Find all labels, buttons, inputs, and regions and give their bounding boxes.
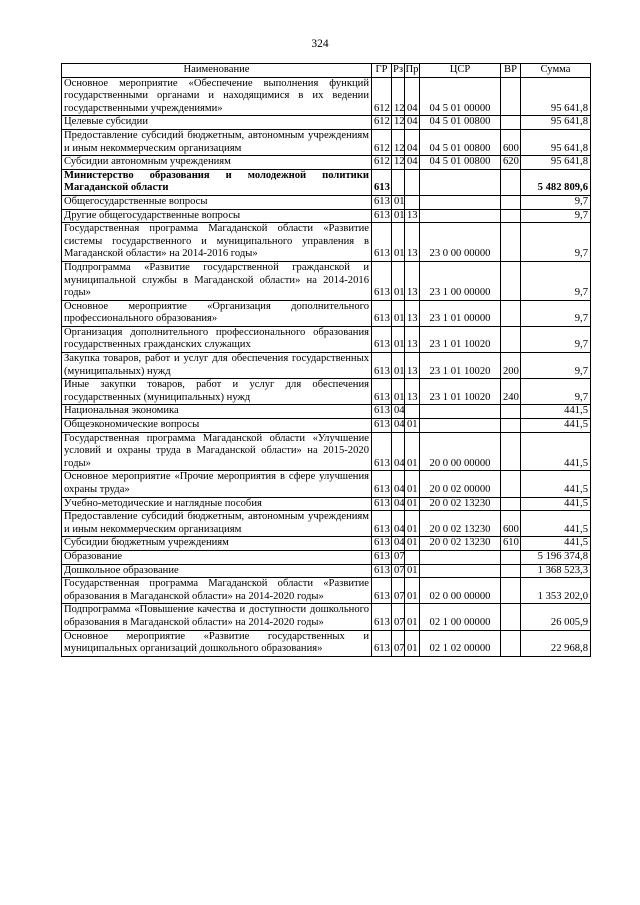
row-gr: 613	[372, 169, 392, 195]
row-gr: 613	[372, 209, 392, 223]
row-rz: 12	[392, 116, 405, 130]
row-rz: 04	[392, 432, 405, 471]
row-name: Образование	[62, 550, 372, 564]
row-pr: 04	[405, 156, 420, 170]
row-name: Основное мероприятие «Прочие мероприятия в сфере улучшения охраны труда»	[62, 471, 372, 497]
row-sum: 5 196 374,8	[521, 550, 591, 564]
row-sum: 9,7	[521, 326, 591, 352]
row-name: Подпрограмма «Повышение качества и доступности дошкольного образования в Магаданской области» на 2014-2020 годы»	[62, 604, 372, 630]
row-pr: 01	[405, 471, 420, 497]
row-gr: 613	[372, 604, 392, 630]
row-sum: 9,7	[521, 261, 591, 300]
row-rz: 04	[392, 405, 405, 419]
row-csr: 20 0 02 00000	[420, 471, 501, 497]
row-pr: 01	[405, 630, 420, 656]
row-vr	[501, 630, 521, 656]
row-csr: 23 1 01 10020	[420, 353, 501, 379]
row-rz: 04	[392, 419, 405, 433]
row-sum: 441,5	[521, 497, 591, 511]
row-vr	[501, 564, 521, 578]
row-csr: 04 5 01 00000	[420, 77, 501, 116]
row-csr: 20 0 02 13230	[420, 537, 501, 551]
row-gr: 613	[372, 379, 392, 405]
row-vr	[501, 169, 521, 195]
row-gr: 613	[372, 578, 392, 604]
row-csr: 23 1 00 00000	[420, 261, 501, 300]
row-csr: 04 5 01 00800	[420, 156, 501, 170]
header-pr: Пр	[405, 64, 420, 78]
table-row	[62, 511, 591, 537]
row-name: Иные закупки товаров, работ и услуг для обеспечения государственных (муниципальных) нужд	[62, 379, 372, 405]
row-rz: 01	[392, 195, 405, 209]
row-name: Государственная программа Магаданской области «Улучшение условий и охраны труда в Магаданской области» на 2015-2020 годы»	[62, 432, 372, 471]
row-gr: 612	[372, 77, 392, 116]
row-vr	[501, 223, 521, 262]
row-sum: 1 368 523,3	[521, 564, 591, 578]
row-sum: 9,7	[521, 353, 591, 379]
row-name: Общегосударственные вопросы	[62, 195, 372, 209]
row-sum: 9,7	[521, 300, 591, 326]
row-name: Субсидии бюджетным учреждениям	[62, 537, 372, 551]
row-vr	[501, 432, 521, 471]
row-csr: 23 0 00 00000	[420, 223, 501, 262]
row-rz	[392, 169, 405, 195]
row-csr	[420, 209, 501, 223]
row-vr	[501, 261, 521, 300]
row-vr	[501, 405, 521, 419]
row-name: Основное мероприятие «Развитие государственных и муниципальных организаций дошкольного образования»	[62, 630, 372, 656]
row-vr	[501, 550, 521, 564]
row-pr: 04	[405, 129, 420, 155]
row-sum: 9,7	[521, 379, 591, 405]
row-gr: 612	[372, 116, 392, 130]
page-number: 324	[311, 38, 329, 50]
row-sum: 22 968,8	[521, 630, 591, 656]
row-name: Другие общегосударственные вопросы	[62, 209, 372, 223]
table-row	[62, 195, 591, 209]
table-row	[62, 537, 591, 551]
row-sum: 441,5	[521, 405, 591, 419]
row-rz: 04	[392, 497, 405, 511]
row-vr	[501, 578, 521, 604]
row-sum: 441,5	[521, 432, 591, 471]
row-gr: 613	[372, 261, 392, 300]
table-row	[62, 630, 591, 656]
row-pr: 04	[405, 116, 420, 130]
row-pr: 13	[405, 326, 420, 352]
row-name: Министерство образования и молодежной политики Магаданской области	[62, 169, 372, 195]
row-gr: 613	[372, 353, 392, 379]
row-gr: 613	[372, 630, 392, 656]
row-rz: 07	[392, 604, 405, 630]
row-name: Государственная программа Магаданской области «Развитие образования в Магаданской области» на 2014-2020 годы»	[62, 578, 372, 604]
row-name: Предоставление субсидий бюджетным, автономным учреждениям и иным некоммерческим организациям	[62, 129, 372, 155]
row-vr: 200	[501, 353, 521, 379]
row-vr: 610	[501, 537, 521, 551]
row-csr	[420, 169, 501, 195]
row-rz: 01	[392, 300, 405, 326]
table-row	[62, 471, 591, 497]
row-gr: 613	[372, 564, 392, 578]
row-sum: 441,5	[521, 419, 591, 433]
table-row	[62, 326, 591, 352]
row-vr	[501, 209, 521, 223]
row-gr: 613	[372, 326, 392, 352]
row-gr: 613	[372, 195, 392, 209]
row-csr: 02 1 00 00000	[420, 604, 501, 630]
row-name: Подпрограмма «Развитие государственной гражданской и муниципальной службы в Магаданской области» на 2014-2016 годы»	[62, 261, 372, 300]
table-row	[62, 261, 591, 300]
row-name: Государственная программа Магаданской области «Развитие системы государственного и муниципального управления в Магаданской области» на 2014-2016 годы»	[62, 223, 372, 262]
row-pr: 13	[405, 223, 420, 262]
row-vr: 620	[501, 156, 521, 170]
row-name: Дошкольное образование	[62, 564, 372, 578]
row-name: Основное мероприятие «Организация дополнительного профессионального образования»	[62, 300, 372, 326]
row-vr	[501, 300, 521, 326]
row-rz: 12	[392, 156, 405, 170]
row-vr	[501, 497, 521, 511]
row-pr: 01	[405, 497, 420, 511]
row-csr: 20 0 00 00000	[420, 432, 501, 471]
row-pr	[405, 195, 420, 209]
row-vr	[501, 326, 521, 352]
row-gr: 613	[372, 432, 392, 471]
row-gr: 613	[372, 471, 392, 497]
row-pr: 01	[405, 604, 420, 630]
header-gr: ГР	[372, 64, 392, 78]
row-vr: 240	[501, 379, 521, 405]
row-sum: 9,7	[521, 223, 591, 262]
row-csr: 23 1 01 10020	[420, 326, 501, 352]
table-row	[62, 604, 591, 630]
row-vr: 600	[501, 511, 521, 537]
table-row	[62, 564, 591, 578]
row-rz: 04	[392, 471, 405, 497]
row-name: Целевые субсидии	[62, 116, 372, 130]
row-rz: 04	[392, 511, 405, 537]
row-csr: 20 0 02 13230	[420, 497, 501, 511]
row-name: Основное мероприятие «Обеспечение выполнения функций государственными органами и находящимися в их ведении государственными учреждениями»	[62, 77, 372, 116]
row-pr: 01	[405, 432, 420, 471]
table-row	[62, 578, 591, 604]
table-row	[62, 300, 591, 326]
row-sum: 441,5	[521, 471, 591, 497]
row-sum: 95 641,8	[521, 116, 591, 130]
table-row	[62, 223, 591, 262]
row-csr: 20 0 02 13230	[420, 511, 501, 537]
row-rz: 01	[392, 353, 405, 379]
header-name: Наименование	[62, 64, 372, 78]
row-csr	[420, 195, 501, 209]
row-csr: 04 5 01 00800	[420, 116, 501, 130]
table-row	[62, 497, 591, 511]
row-sum: 9,7	[521, 209, 591, 223]
row-gr: 613	[372, 550, 392, 564]
table-row	[62, 419, 591, 433]
row-rz: 01	[392, 223, 405, 262]
table-row	[62, 209, 591, 223]
row-vr: 600	[501, 129, 521, 155]
row-sum: 1 353 202,0	[521, 578, 591, 604]
budget-table	[61, 63, 591, 657]
row-rz: 07	[392, 630, 405, 656]
row-vr	[501, 471, 521, 497]
row-pr: 13	[405, 261, 420, 300]
table-row	[62, 353, 591, 379]
header-vr: ВР	[501, 64, 521, 78]
table-row	[62, 77, 591, 116]
row-vr	[501, 604, 521, 630]
row-csr: 04 5 01 00800	[420, 129, 501, 155]
row-vr	[501, 419, 521, 433]
row-gr: 613	[372, 497, 392, 511]
row-vr	[501, 195, 521, 209]
row-name: Организация дополнительного профессионального образования государственных гражданских служащих	[62, 326, 372, 352]
row-pr: 01	[405, 578, 420, 604]
row-gr: 613	[372, 300, 392, 326]
row-sum: 441,5	[521, 511, 591, 537]
row-pr: 01	[405, 419, 420, 433]
row-csr	[420, 405, 501, 419]
table-row	[62, 405, 591, 419]
row-name: Учебно-методические и наглядные пособия	[62, 497, 372, 511]
row-rz: 12	[392, 129, 405, 155]
row-sum: 9,7	[521, 195, 591, 209]
row-pr: 01	[405, 537, 420, 551]
row-name: Национальная экономика	[62, 405, 372, 419]
row-sum: 5 482 809,6	[521, 169, 591, 195]
row-pr	[405, 550, 420, 564]
header-sum: Сумма	[521, 64, 591, 78]
row-csr	[420, 419, 501, 433]
row-pr: 04	[405, 77, 420, 116]
row-gr: 613	[372, 511, 392, 537]
row-rz: 07	[392, 564, 405, 578]
row-rz: 07	[392, 550, 405, 564]
row-rz: 01	[392, 209, 405, 223]
table-row	[62, 169, 591, 195]
table-row	[62, 116, 591, 130]
row-name: Субсидии автономным учреждениям	[62, 156, 372, 170]
row-gr: 612	[372, 156, 392, 170]
row-sum: 95 641,8	[521, 129, 591, 155]
row-gr: 613	[372, 419, 392, 433]
row-vr	[501, 116, 521, 130]
table-header-row	[62, 64, 591, 78]
row-rz: 01	[392, 326, 405, 352]
table-row	[62, 156, 591, 170]
row-name: Предоставление субсидий бюджетным, автономным учреждениям и иным некоммерческим организациям	[62, 511, 372, 537]
row-gr: 613	[372, 537, 392, 551]
row-csr: 23 1 01 10020	[420, 379, 501, 405]
row-gr: 612	[372, 129, 392, 155]
row-pr: 01	[405, 564, 420, 578]
row-csr: 02 0 00 00000	[420, 578, 501, 604]
row-pr: 01	[405, 511, 420, 537]
row-name: Закупка товаров, работ и услуг для обеспечения государственных (муниципальных) нужд	[62, 353, 372, 379]
row-csr: 23 1 01 00000	[420, 300, 501, 326]
row-rz: 12	[392, 77, 405, 116]
table-row	[62, 129, 591, 155]
row-pr	[405, 169, 420, 195]
row-sum: 441,5	[521, 537, 591, 551]
row-pr	[405, 405, 420, 419]
table-row	[62, 432, 591, 471]
row-name: Общеэкономические вопросы	[62, 419, 372, 433]
row-pr: 13	[405, 209, 420, 223]
row-pr: 13	[405, 379, 420, 405]
row-gr: 613	[372, 223, 392, 262]
header-csr: ЦСР	[420, 64, 501, 78]
row-csr: 02 1 02 00000	[420, 630, 501, 656]
row-vr	[501, 77, 521, 116]
table-row	[62, 379, 591, 405]
row-rz: 04	[392, 537, 405, 551]
row-csr	[420, 550, 501, 564]
row-sum: 95 641,8	[521, 77, 591, 116]
row-rz: 01	[392, 379, 405, 405]
row-sum: 95 641,8	[521, 156, 591, 170]
row-pr: 13	[405, 300, 420, 326]
row-gr: 613	[372, 405, 392, 419]
table-row	[62, 550, 591, 564]
row-rz: 07	[392, 578, 405, 604]
row-sum: 26 005,9	[521, 604, 591, 630]
row-csr	[420, 564, 501, 578]
header-rz: Рз	[392, 64, 405, 78]
row-rz: 01	[392, 261, 405, 300]
row-pr: 13	[405, 353, 420, 379]
